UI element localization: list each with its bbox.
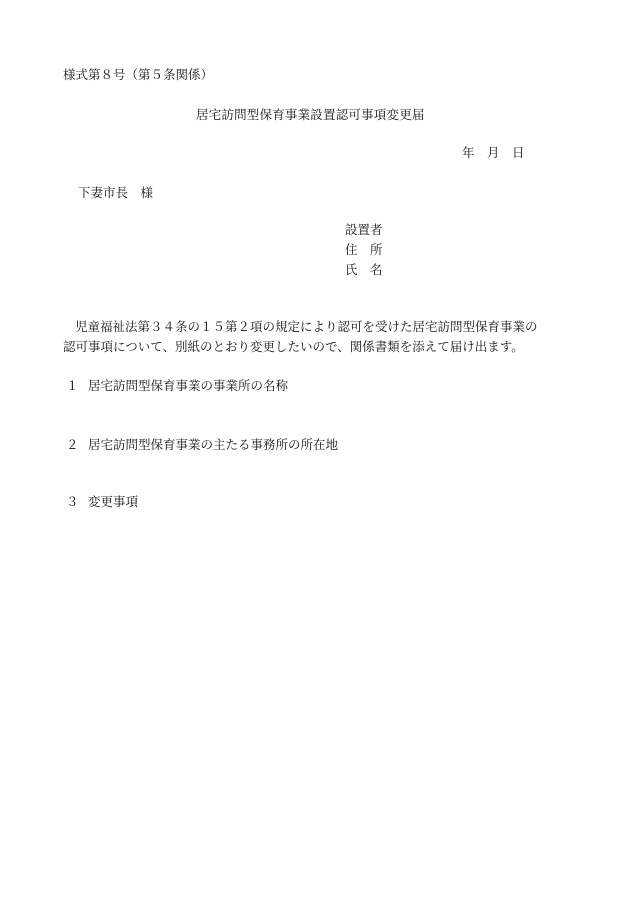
- list-item: [66, 376, 288, 394]
- item-text: 変更事項: [88, 494, 139, 509]
- founder-label: 設置者: [345, 222, 383, 237]
- date-line: 年 月 日: [462, 145, 525, 160]
- item-number: ３: [66, 494, 79, 509]
- body-line-1: 児童福祉法第３４条の１５第２項の規定により認可を受けた居宅訪問型保育事業の: [75, 319, 538, 334]
- document-title: 居宅訪問型保育事業設置認可事項変更届: [196, 107, 425, 122]
- item-number: ２: [66, 437, 79, 452]
- address-label: 住 所: [345, 242, 383, 257]
- list-item: [66, 492, 138, 510]
- form-number: 様式第８号（第５条関係）: [63, 67, 214, 82]
- item-number: １: [66, 378, 79, 393]
- body-line-2: 認可事項について、別紙のとおり変更したいので、関係書類を添えて届け出ます。: [63, 339, 524, 354]
- applicant-block: [345, 220, 383, 280]
- list-item: [66, 435, 338, 453]
- name-label: 氏 名: [345, 262, 383, 277]
- item-text: 居宅訪問型保育事業の主たる事務所の所在地: [88, 437, 339, 452]
- body-text: [63, 317, 573, 357]
- item-text: 居宅訪問型保育事業の事業所の名称: [88, 378, 289, 393]
- addressee: 下妻市長 様: [78, 185, 154, 200]
